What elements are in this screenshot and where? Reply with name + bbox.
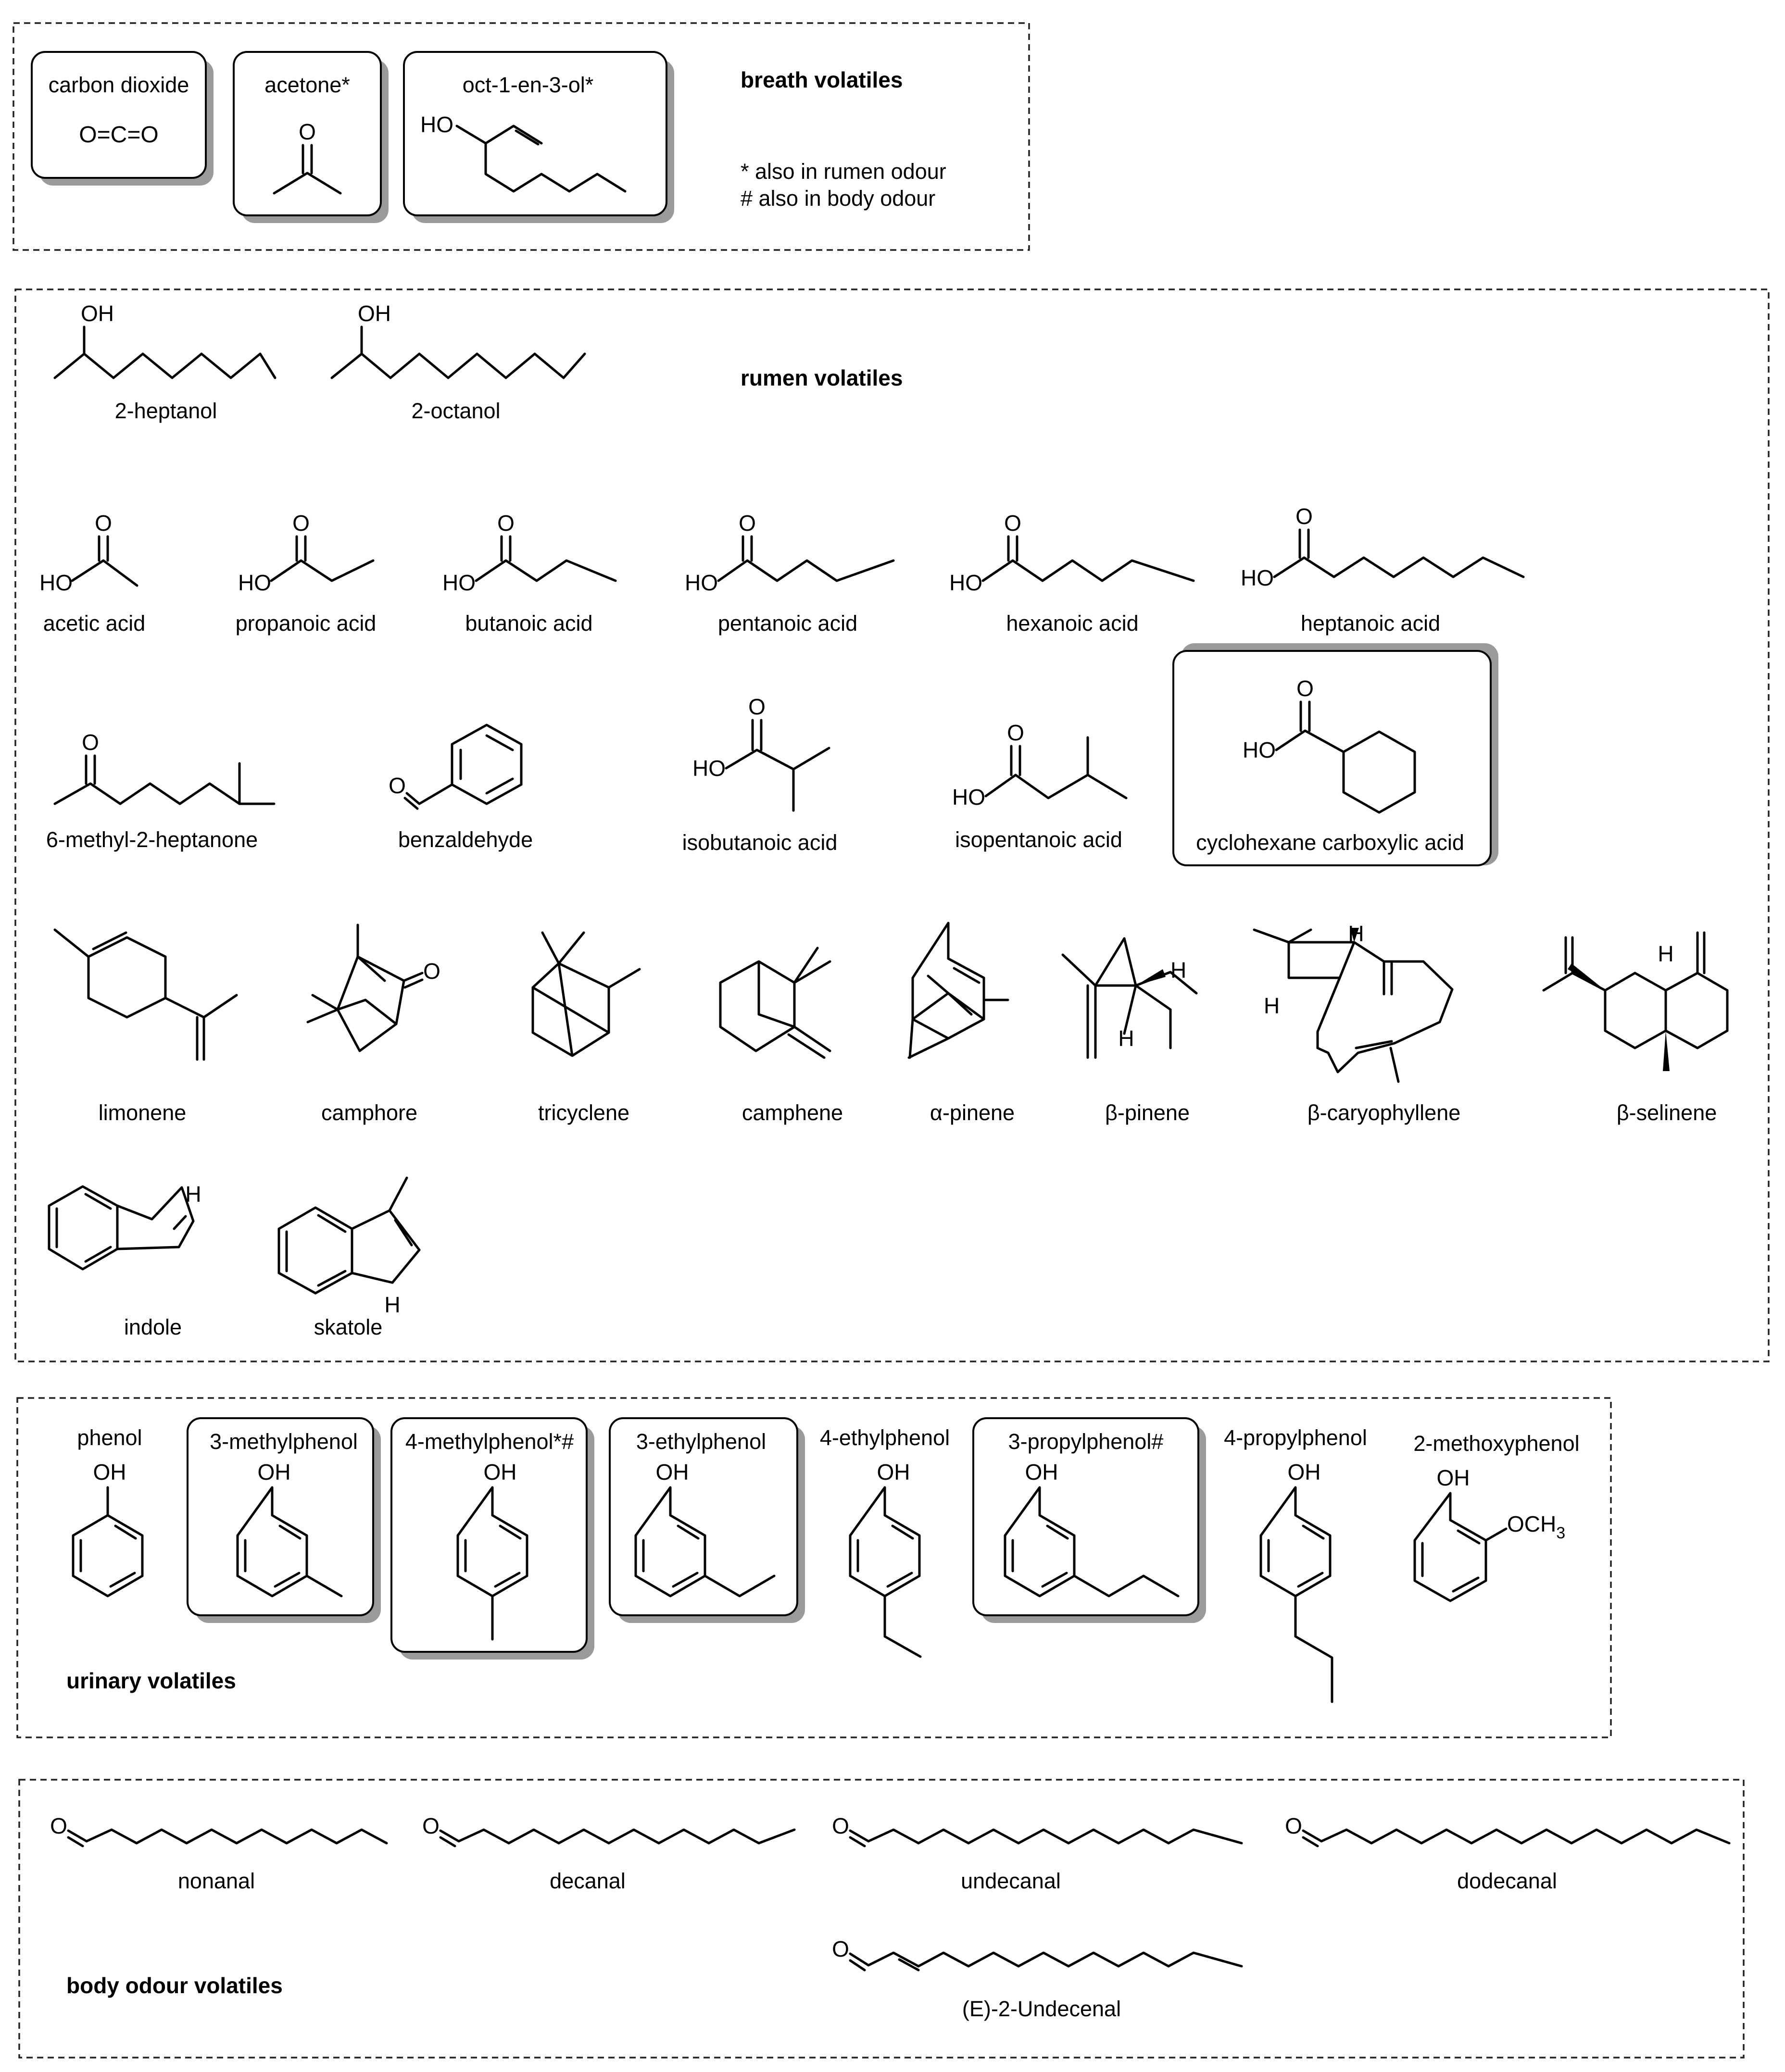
carbon-dioxide-card (32, 52, 214, 186)
4-methylphenol-card (391, 1418, 594, 1660)
body-odour-volatiles-group (50, 1813, 1729, 2021)
svg-text:HO: HO (952, 785, 985, 810)
svg-text:H: H (384, 1292, 401, 1317)
2-heptanol-structure (55, 301, 275, 423)
beta-pinene-label: β-pinene (1105, 1100, 1190, 1125)
2-heptanol-label: 2-heptanol (114, 399, 217, 423)
beta-caryophyllene-structure (1254, 921, 1460, 1125)
svg-text:OH: OH (1287, 1460, 1321, 1485)
6-methyl-2-heptanone-structure (46, 730, 274, 852)
e-2-undecenal-structure (832, 1936, 1242, 2021)
4-methylphenol-label: 4-methylphenol*# (405, 1429, 574, 1454)
camphene-label: camphene (742, 1100, 843, 1125)
urinary-volatiles-group (66, 1418, 1580, 1702)
svg-text:O: O (422, 1813, 440, 1838)
breath-volatiles-group (32, 52, 946, 223)
breath-note-rumen: * also in rumen odour (741, 159, 946, 184)
butanoic-acid-structure (442, 511, 616, 636)
svg-text:O: O (299, 119, 316, 144)
svg-text:H: H (1348, 921, 1364, 946)
pentanoic-acid-structure (685, 511, 893, 636)
undecanal-structure (832, 1813, 1242, 1893)
4-propylphenol-label: 4-propylphenol (1224, 1425, 1367, 1450)
acetic-acid-structure (39, 511, 145, 636)
svg-text:OH: OH (1436, 1465, 1470, 1490)
e-2-undecenal-label: (E)-2-Undecenal (962, 1997, 1121, 2021)
camphore-structure (308, 925, 440, 1125)
hexanoic-acid-structure (949, 511, 1194, 636)
pentanoic-acid-label: pentanoic acid (717, 611, 858, 636)
isobutanoic-acid-label: isobutanoic acid (682, 830, 838, 855)
svg-text:OCH3: $OCH_3$ (1507, 1511, 1566, 1542)
svg-text:O: O (1285, 1813, 1302, 1838)
3-ethylphenol-card (610, 1418, 805, 1623)
svg-text:HO: HO (238, 570, 271, 595)
4-propylphenol-structure (1224, 1425, 1367, 1702)
dodecanal-structure (1285, 1813, 1729, 1893)
svg-text:OH: OH (877, 1460, 910, 1485)
propanoic-acid-structure (236, 511, 377, 636)
svg-text:O: O (82, 730, 99, 755)
svg-text:OH: OH (358, 301, 391, 326)
svg-text:O: O (497, 511, 515, 536)
svg-text:HO: HO (442, 570, 476, 595)
isopentanoic-acid-structure (952, 720, 1126, 852)
butanoic-acid-label: butanoic acid (465, 611, 593, 636)
svg-text:O: O (832, 1936, 849, 1961)
phenol-structure (73, 1425, 142, 1596)
svg-text:OH: OH (257, 1460, 291, 1485)
svg-text:O: O (95, 511, 112, 536)
isopentanoic-acid-label: isopentanoic acid (955, 827, 1122, 852)
svg-text:O: O (739, 511, 756, 536)
svg-text:O: O (50, 1813, 67, 1838)
svg-text:H: H (1118, 1026, 1134, 1051)
tricyclene-label: tricyclene (538, 1100, 630, 1125)
alpha-pinene-label: α-pinene (930, 1100, 1015, 1125)
svg-text:OH: OH (93, 1460, 126, 1485)
6-methyl-2-heptanone-label: 6-methyl-2-heptanone (46, 827, 258, 852)
octenol-name: oct-1-en-3-ol* (462, 73, 594, 97)
octenol-card (404, 52, 674, 223)
benzaldehyde-structure (389, 725, 533, 852)
cyclohexanecarboxylic-acid-card (1173, 643, 1498, 865)
svg-text:OH: OH (483, 1460, 517, 1485)
svg-text:O: O (292, 511, 310, 536)
decanal-structure (422, 1813, 794, 1893)
3-propylphenol-card (973, 1418, 1206, 1623)
acetone-name: acetone* (264, 73, 350, 97)
svg-text:OH: OH (81, 301, 114, 326)
svg-text:OH: OH (1025, 1460, 1058, 1485)
svg-text:H: H (1170, 958, 1187, 983)
svg-text:O: O (748, 694, 766, 719)
alpha-pinene-structure (909, 923, 1015, 1125)
4-ethylphenol-label: 4-ethylphenol (819, 1425, 950, 1450)
carbon-dioxide-formula: O=C=O (79, 122, 159, 148)
svg-text:HO: HO (1243, 737, 1276, 762)
beta-selinene-structure (1544, 933, 1727, 1125)
heptanoic-acid-label: heptanoic acid (1300, 611, 1441, 636)
svg-text:O: O (423, 959, 440, 984)
breath-section-title: breath volatiles (741, 67, 903, 92)
svg-text:HO: HO (420, 112, 453, 137)
skatole-label: skatole (314, 1315, 383, 1339)
svg-text:H: H (185, 1182, 201, 1207)
rumen-volatiles-group (39, 301, 1727, 1339)
acetic-acid-label: acetic acid (43, 611, 146, 636)
propanoic-acid-label: propanoic acid (235, 611, 377, 636)
rumen-section-title: rumen volatiles (741, 365, 903, 390)
dodecanal-label: dodecanal (1457, 1869, 1557, 1893)
decanal-label: decanal (550, 1869, 626, 1893)
carbon-dioxide-name: carbon dioxide (48, 73, 189, 97)
nonanal-label: nonanal (177, 1869, 255, 1893)
svg-text:O: O (832, 1813, 849, 1838)
body-section-frame (19, 1780, 1744, 2058)
limonene-label: limonene (98, 1100, 187, 1125)
beta-caryophyllene-label: β-caryophyllene (1307, 1100, 1461, 1125)
urinary-section-title: urinary volatiles (66, 1668, 236, 1693)
svg-text:O: O (1295, 504, 1313, 529)
svg-text:O: O (1296, 676, 1314, 701)
2-methoxyphenol-label: 2-methoxyphenol (1413, 1431, 1580, 1456)
heptanoic-acid-structure (1241, 504, 1523, 636)
indole-structure (49, 1182, 201, 1339)
phenol-label: phenol (77, 1425, 142, 1450)
rumen-section-frame (15, 289, 1769, 1361)
breath-note-body: # also in body odour (741, 186, 936, 211)
acetone-card (234, 52, 389, 223)
svg-text:H: H (1658, 941, 1674, 966)
beta-selinene-label: β-selinene (1616, 1100, 1717, 1125)
4-ethylphenol-structure (820, 1425, 950, 1657)
nonanal-structure (50, 1813, 387, 1893)
benzaldehyde-label: benzaldehyde (398, 827, 533, 852)
svg-text:H: H (1264, 993, 1280, 1018)
svg-text:O: O (389, 773, 406, 798)
svg-text:HO: HO (39, 570, 73, 595)
3-propylphenol-label: 3-propylphenol# (1008, 1429, 1164, 1454)
svg-text:O: O (1007, 720, 1024, 745)
2-methoxyphenol-structure (1413, 1431, 1579, 1601)
undecanal-label: undecanal (961, 1869, 1061, 1893)
camphore-label: camphore (321, 1100, 418, 1125)
svg-text:HO: HO (949, 570, 982, 595)
2-octanol-structure (332, 301, 585, 423)
3-ethylphenol-label: 3-ethylphenol (636, 1429, 767, 1454)
isobutanoic-acid-structure (682, 694, 838, 855)
camphene-structure (720, 948, 843, 1125)
svg-text:HO: HO (1241, 565, 1274, 590)
tricyclene-structure (533, 933, 640, 1125)
svg-text:HO: HO (692, 756, 726, 781)
beta-pinene-structure (1063, 938, 1196, 1125)
indole-label: indole (124, 1315, 182, 1339)
2-octanol-label: 2-octanol (411, 399, 501, 423)
svg-text:HO: HO (685, 570, 718, 595)
3-methylphenol-label: 3-methylphenol (210, 1429, 358, 1454)
hexanoic-acid-label: hexanoic acid (1006, 611, 1139, 636)
cyclohexanecarboxylic-acid-label: cyclohexane carboxylic acid (1196, 830, 1464, 855)
svg-text:O: O (1004, 511, 1021, 536)
skatole-structure (279, 1178, 419, 1339)
limonene-structure (55, 930, 237, 1125)
svg-text:OH: OH (655, 1460, 689, 1485)
body-section-title: body odour volatiles (66, 1973, 283, 1998)
3-methylphenol-card (188, 1418, 381, 1623)
